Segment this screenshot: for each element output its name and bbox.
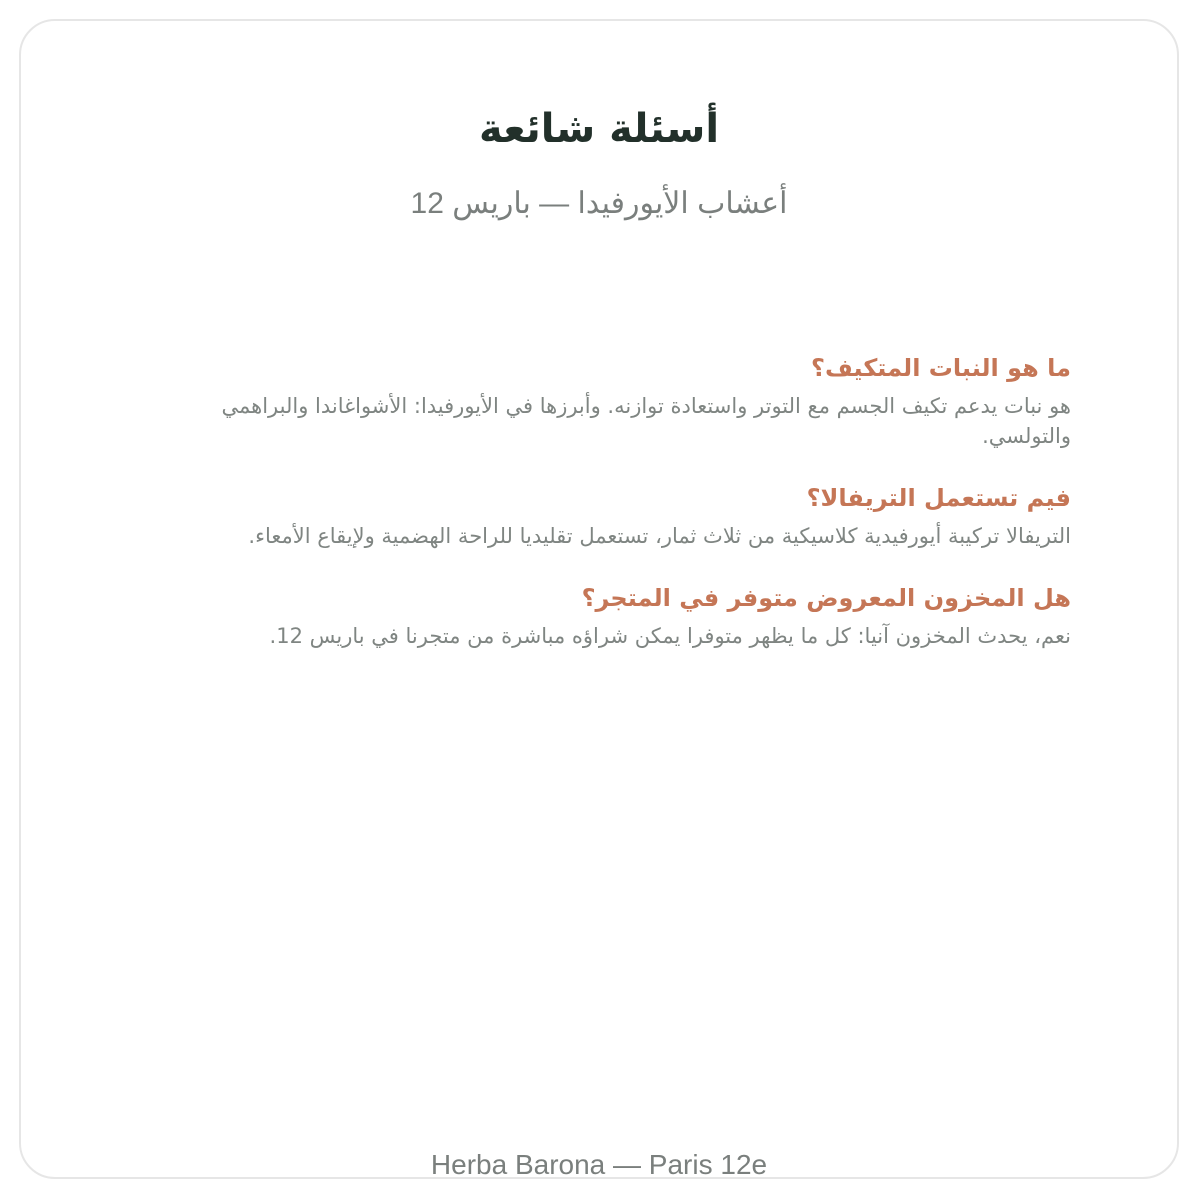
faq-item	[181, 481, 1071, 551]
faq-card	[19, 19, 1179, 1179]
page-subtitle: أعشاب الأيورفيدا — باريس 12	[410, 187, 788, 220]
faq-question: ما هو النبات المتكيف؟	[811, 354, 1071, 382]
faq-question: فيم تستعمل التريفالا؟	[806, 484, 1071, 512]
faq-answer: التريفالا تركيبة أيورفيدية كلاسيكية من ثلاث ثمار، تستعمل تقليديا للراحة الهضمية ولإيقاع الأمعاء.	[248, 524, 1071, 548]
faq-answer: نعم، يحدث المخزون آنيا: كل ما يظهر متوفرا يمكن شراؤه مباشرة من متجرنا في باريس 12.	[269, 624, 1071, 648]
faq-question: هل المخزون المعروض متوفر في المتجر؟	[581, 584, 1071, 612]
faq-item	[181, 351, 1071, 451]
faq-item	[181, 581, 1071, 651]
faq-list	[181, 351, 1071, 681]
faq-answer: هو نبات يدعم تكيف الجسم مع التوتر واستعادة توازنه. وأبرزها في الأيورفيدا: الأشواغاندا والبراهمي والتولسي.	[221, 394, 1071, 448]
footer-brand: Herba Barona — Paris 12e	[430, 1149, 768, 1180]
page-title: أسئلة شائعة	[478, 106, 720, 152]
